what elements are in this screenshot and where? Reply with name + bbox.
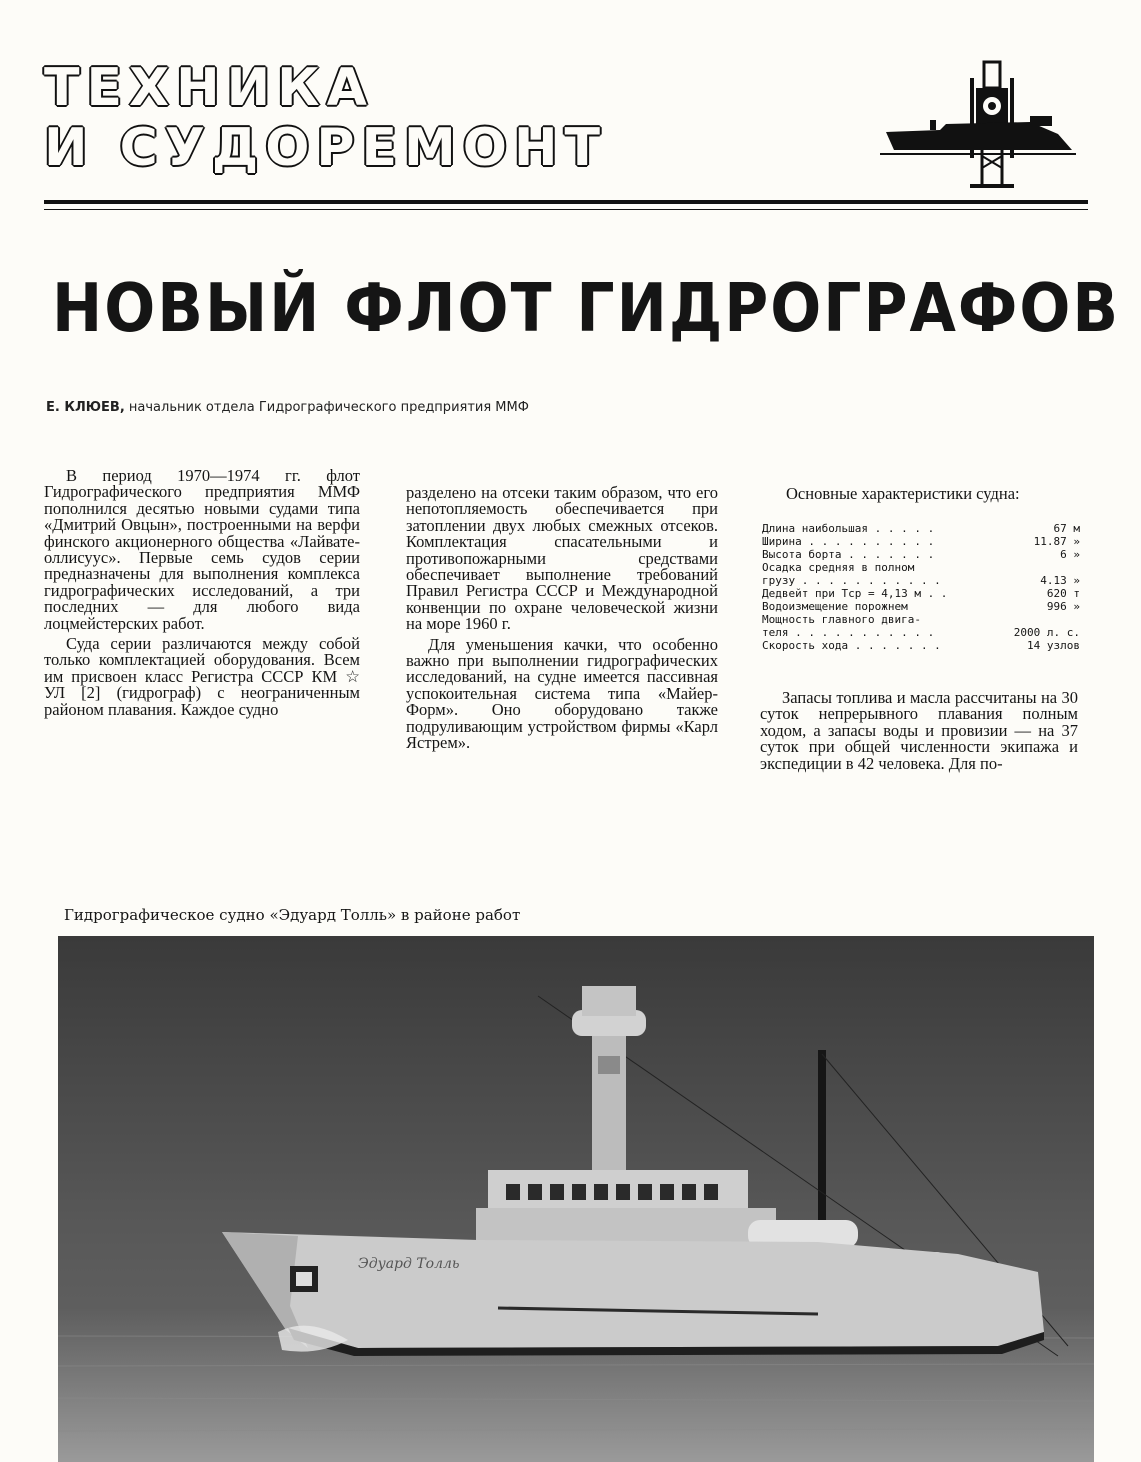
spec-value: 11.87 » [1033,535,1080,548]
spec-value: 620 т [1046,587,1080,600]
photo-caption: Гидрографическое судно «Эдуард Толль» в районе работ [64,906,521,924]
table-row [762,548,1080,561]
header-rule-thin [44,209,1088,210]
spec-value: 14 узлов [1027,639,1080,652]
paragraph: разделено на отсеки таким образом, что его непотопляемость обеспечивается при затоплении двух любых смежных отсеков. Комплектация спасательными и противопожарными средствами обеспечивает выполнение требований Правил Регистра СССР и Международной конвенции по охране человеческой жизни на море 1960 г. [406,483,718,634]
table-row [762,587,1080,600]
table-row [762,574,1080,587]
paragraph: Запасы топлива и масла рассчитаны на 30 суток непрерывного плавания полным ходом, а запасы воды и провизии — на 37 суток при общей численности экипажа и экспедиции в 42 человека. Для по- [760,688,1078,773]
spec-value [984,613,1080,626]
table-row [762,613,1080,626]
table-row [762,561,1080,574]
table-row [762,639,1080,652]
spec-label: теля . . . . . . . . . . . [762,626,935,639]
spec-label: грузу . . . . . . . . . . . [762,574,941,587]
spec-label: Скорость хода . . . . . . . [762,639,941,652]
byline [46,400,529,415]
spec-label: Осадка средняя в полном [762,561,915,574]
spec-label: Длина наибольшая . . . . . [762,522,935,535]
table-row [762,535,1080,548]
article-column-3 [760,690,1078,776]
author-name: Е. КЛЮЕВ, [46,400,125,415]
table-row [762,626,1080,639]
spec-value: 2000 л. с. [1013,626,1080,639]
specs-table [762,522,1080,652]
section-title-line1: ТЕХНИКА [44,58,374,118]
spec-value: 6 » [1060,548,1080,561]
article-column-1 [44,468,360,722]
spec-value: 4.13 » [1040,574,1080,587]
ship-photo [58,936,1094,1462]
spec-label: Дедвейт при Тср = 4,13 м . . [762,587,948,600]
spec-value: 996 » [1046,600,1080,613]
spec-label: Высота борта . . . . . . . [762,548,935,561]
paragraph: Для уменьшения качки, что особенно важно при выполнении гидрографических исследований, на судне имеется пассивная успокоительная система типа «Майер-Форм». Оно оборудовано также подруливающим устройством фирмы «Карл Ястрем». [406,634,718,753]
spec-value [984,561,1080,574]
author-role: начальник отдела Гидрографического предприятия ММФ [128,400,529,415]
spec-label: Водоизмещение порожнем [762,600,908,613]
article-title: НОВЫЙ ФЛОТ ГИДРОГРАФОВ [52,269,1121,348]
section-title-line2: И СУДОРЕМОНТ [44,118,607,178]
spec-label: Мощность главного двига- [762,613,921,626]
article-column-2 [406,485,718,756]
ship-crane-logo-icon [880,58,1080,198]
ship-hull-name: Эдуард Толль [358,1256,460,1272]
section-title [44,58,607,178]
spec-label: Ширина . . . . . . . . . . [762,535,935,548]
paragraph: В период 1970—1974 гг. флот Гидрографического предприятия ММФ пополнился десятью новыми судами типа «Дмитрий Овцын», построенными на верфи финского акционерного общества «Лайвате-оллисуус». Первые семь судов серии предназначены для выполнения комплекса гидрографических исследований, а три последних — для любого вида лоцмейстерских работ. [44,466,360,633]
table-row [762,522,1080,535]
specs-title: Основные характеристики судна: [786,484,1020,503]
spec-value: 67 м [1053,522,1080,535]
paragraph: Суда серии различаются между собой только комплектацией оборудования. Всем им присвоен класс Регистра СССР КМ ☆ УЛ [2] (гидрограф) с неограниченным районом плавания. Каждое судно [44,634,360,719]
header-rule-thick [44,200,1088,204]
table-row [762,600,1080,613]
